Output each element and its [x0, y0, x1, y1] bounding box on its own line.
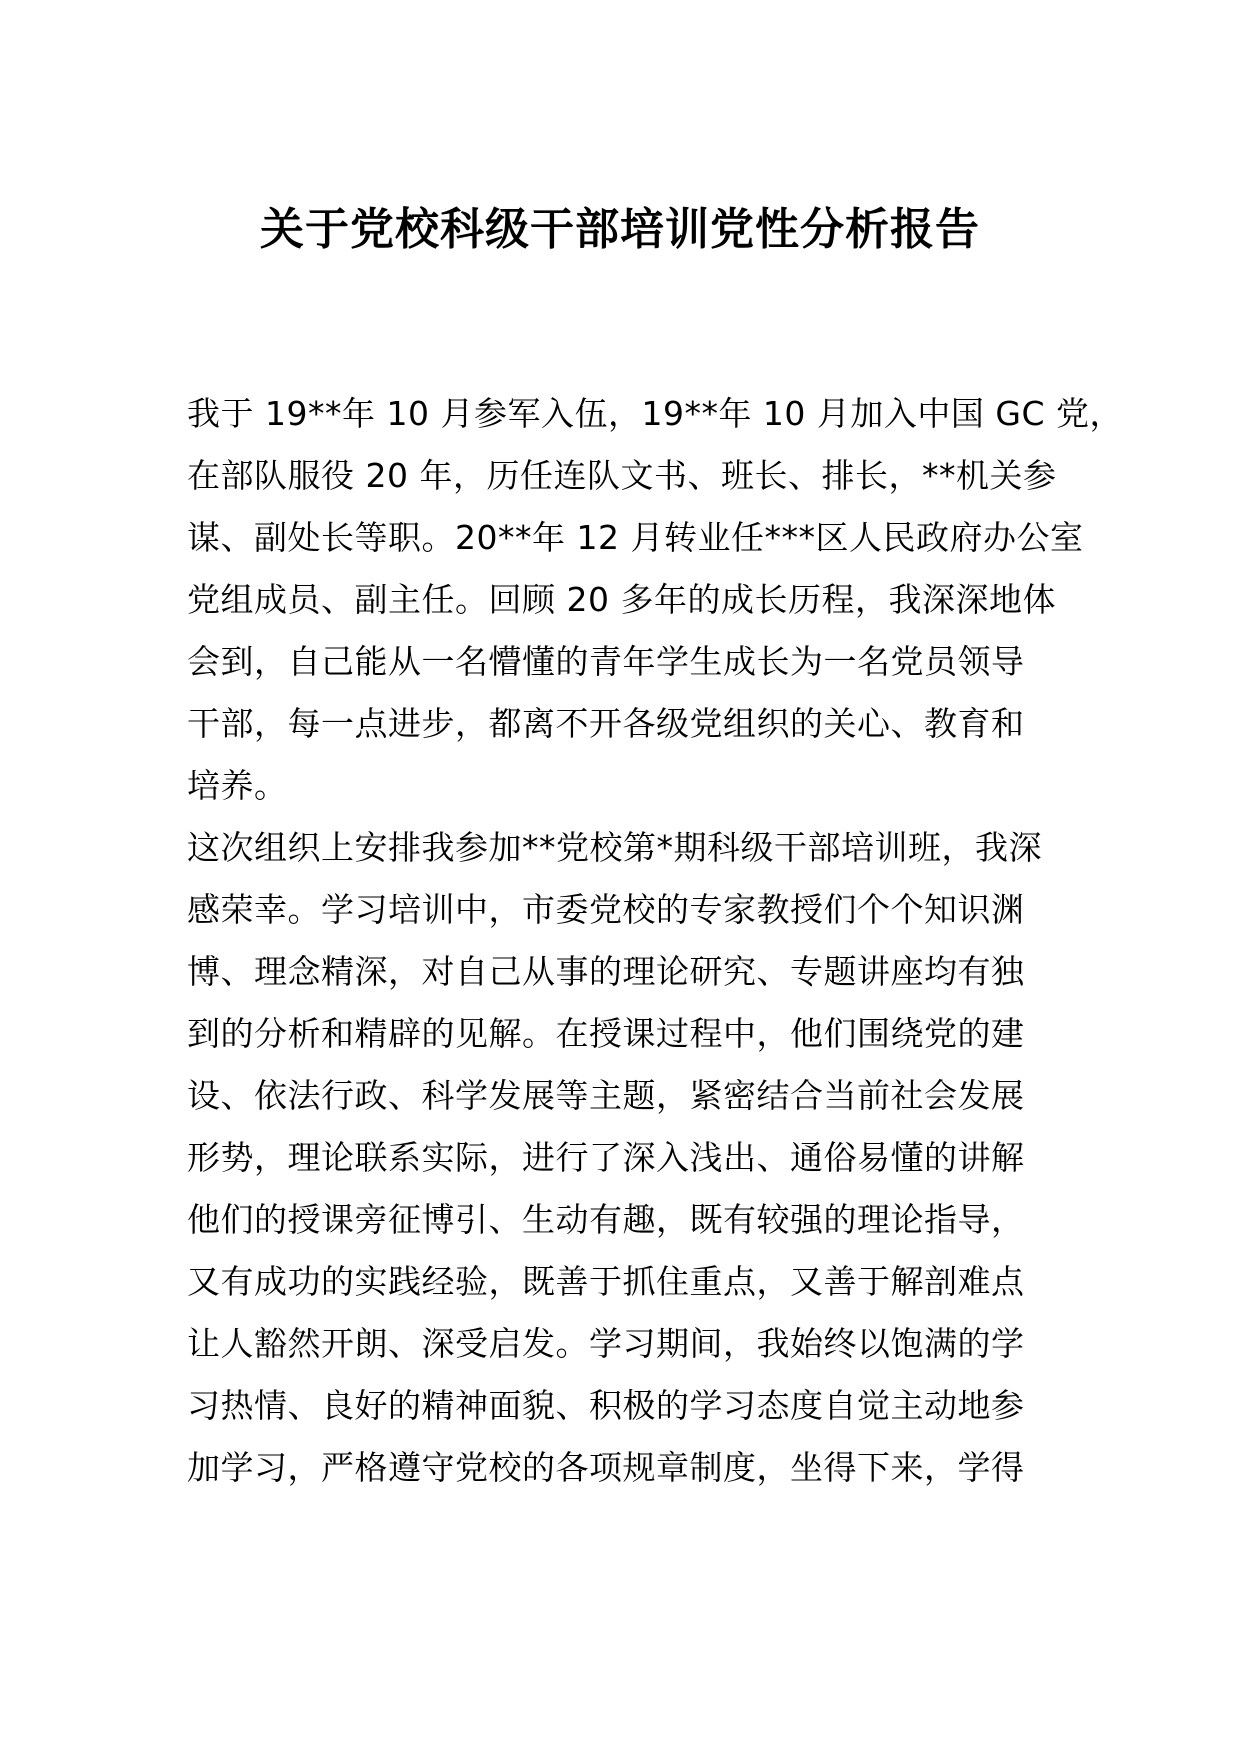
body-line: 会到，自己能从一名懵懂的青年学生成长为一名党员领导: [187, 642, 1025, 681]
body-line: 博、理念精深，对自己从事的理论研究、专题讲座均有独: [187, 952, 1025, 991]
body-line: 谋、副处长等职。20**年 12 月转业任***区人民政府办公室: [187, 518, 1084, 557]
body-line: 我于 19**年 10 月参军入伍，19**年 10 月加入中国 GC 党，: [187, 394, 1124, 433]
body-line: 到的分析和精辟的见解。在授课过程中，他们围绕党的建: [187, 1014, 1025, 1053]
body-line: 让人豁然开朗、深受启发。学习期间，我始终以饱满的学: [187, 1324, 1025, 1363]
body-line: 党组成员、副主任。回顾 20 多年的成长历程，我深深地体: [187, 580, 1056, 619]
body-line: 设、依法行政、科学发展等主题，紧密结合当前社会发展: [187, 1076, 1025, 1115]
body-line: 形势，理论联系实际，进行了深入浅出、通俗易懂的讲解: [187, 1138, 1025, 1177]
body-line: 他们的授课旁征博引、生动有趣，既有较强的理论指导，: [187, 1200, 1025, 1239]
body-line: 培养。: [187, 766, 288, 805]
body-line: 习热情、良好的精神面貌、积极的学习态度自觉主动地参: [187, 1386, 1025, 1425]
document-body: [187, 383, 1124, 1499]
body-line: 这次组织上安排我参加**党校第*期科级干部培训班，我深: [187, 828, 1042, 867]
body-line: 感荣幸。学习培训中，市委党校的专家教授们个个知识渊: [187, 890, 1025, 929]
body-line: 干部，每一点进步，都离不开各级党组织的关心、教育和: [187, 704, 1025, 743]
document-title: 关于党校科级干部培训党性分析报告: [260, 204, 980, 255]
body-line: 加学习，严格遵守党校的各项规章制度，坐得下来，学得: [187, 1448, 1025, 1487]
body-line: 又有成功的实践经验，既善于抓住重点，又善于解剖难点: [187, 1262, 1025, 1301]
body-line: 在部队服役 20 年，历任连队文书、班长、排长，**机关参: [187, 456, 1057, 495]
